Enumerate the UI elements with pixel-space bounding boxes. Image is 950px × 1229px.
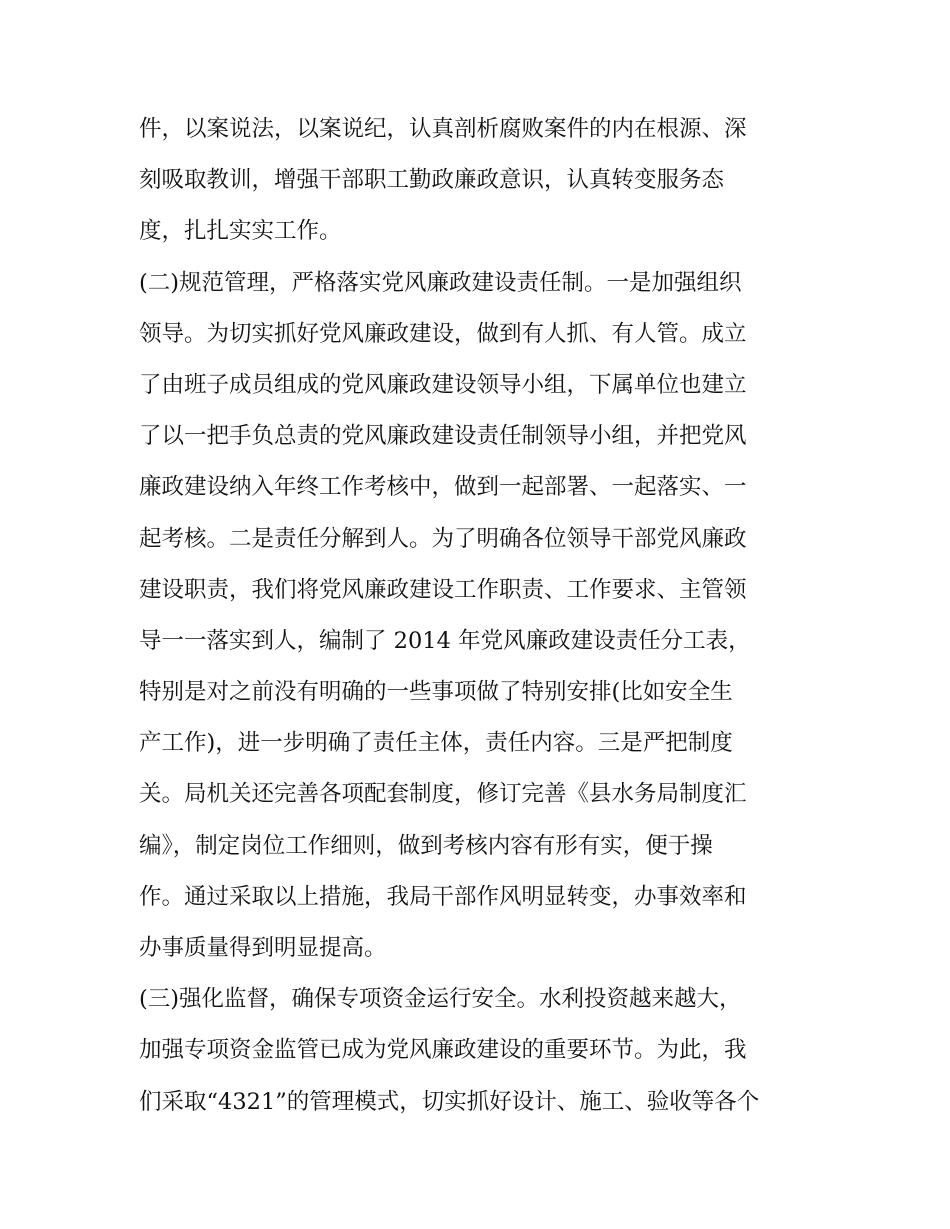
text-line: 编》，制定岗位工作细则，做到考核内容有形有实，便于操 (139, 832, 713, 859)
text-line: 加强专项资金监管已成为党风廉政建设的重要环节。为此，我 (139, 1037, 747, 1064)
text-line: 导一一落实到人，编制了 2014 年党风廉政建设责任分工表， (139, 627, 751, 654)
text-line: 建设职责，我们将党风廉政建设工作职责、工作要求、主管领 (139, 576, 747, 603)
text-line: 度，扎扎实实工作。 (139, 218, 342, 245)
body-text (139, 104, 819, 1128)
text-line: 领导。为切实抓好党风廉政建设，做到有人抓、有人管。成立 (139, 320, 747, 347)
text-line: 产工作)，进一步明确了责任主体，责任内容。三是严把制度 (139, 730, 733, 757)
text-line: 廉政建设纳入年终工作考核中，做到一起部署、一起落实、一 (139, 474, 747, 501)
text-line: 特别是对之前没有明确的一些事项做了特别安排(比如安全生 (139, 679, 733, 706)
text-line: 们采取“4321”的管理模式，切实抓好设计、施工、验收等各个 (139, 1088, 760, 1115)
text-line: 了由班子成员组成的党风廉政建设领导小组，下属单位也建立 (139, 371, 747, 398)
text-line: (二)规范管理，严格落实党风廉政建设责任制。一是加强组织 (139, 269, 742, 296)
text-line: 起考核。二是责任分解到人。为了明确各位领导干部党风廉政 (139, 525, 747, 552)
text-line: 作。通过采取以上措施，我局干部作风明显转变，办事效率和 (139, 883, 747, 910)
text-line: 了以一把手负总责的党风廉政建设责任制领导小组，并把党风 (139, 423, 747, 450)
text-line: 办事质量得到明显提高。 (139, 935, 387, 961)
text-line: 件，以案说法，以案说纪，认真剖析腐败案件的内在根源、深 (139, 116, 747, 142)
text-line: 关。局机关还完善各项配套制度，修订完善《县水务局制度汇 (139, 781, 747, 808)
text-line: 刻吸取教训，增强干部职工勤政廉政意识，认真转变服务态 (139, 167, 725, 194)
text-line: (三)强化监督，确保专项资金运行安全。水利投资越来越大， (139, 986, 742, 1013)
